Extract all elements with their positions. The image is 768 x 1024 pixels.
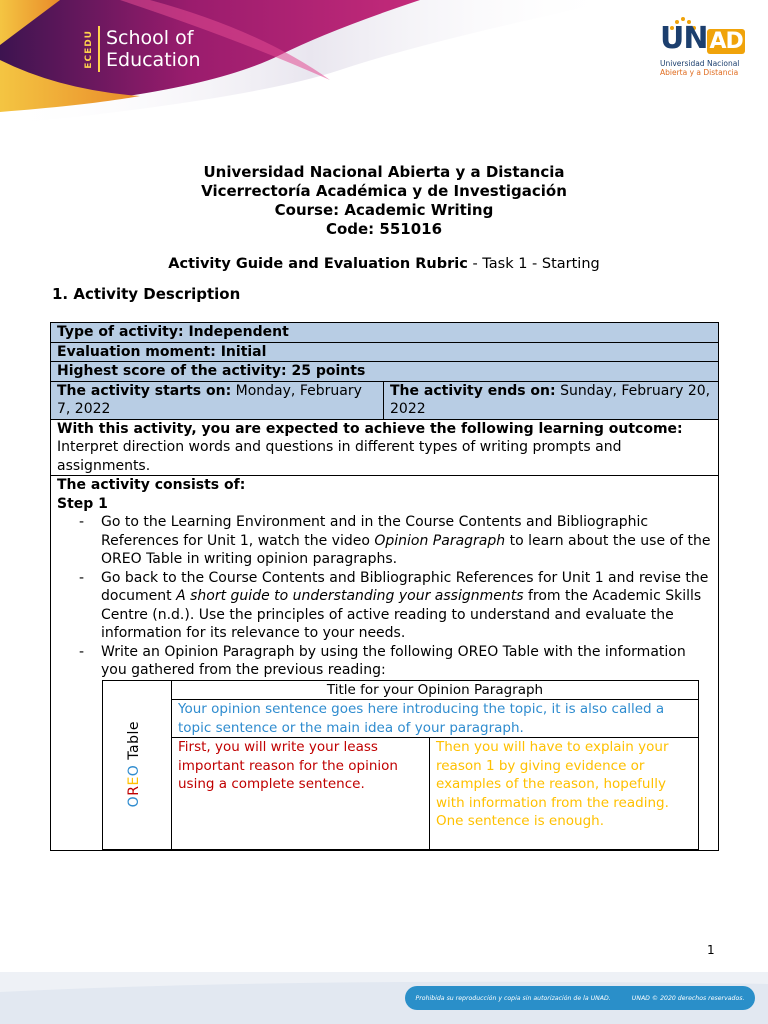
start-date-cell bbox=[51, 381, 384, 419]
brand-line-2: Education bbox=[106, 49, 201, 71]
list-item bbox=[101, 569, 712, 643]
highest-score: Highest score of the activity: 25 points bbox=[51, 362, 719, 382]
oreo-letter-o: O bbox=[126, 764, 142, 776]
table-row bbox=[51, 419, 719, 476]
guide-subtitle bbox=[0, 256, 768, 272]
logo-subtitle-1: Universidad Nacional bbox=[660, 59, 740, 68]
logo-subtitle-2: Abierta y a Distancia bbox=[660, 68, 739, 77]
oreo-side-label bbox=[103, 680, 172, 850]
title-vicerrectoria: Vicerrectoría Académica y de Investigación bbox=[201, 182, 567, 200]
step-label: Step 1 bbox=[57, 495, 108, 512]
bullet-text: Write an Opinion Paragraph by using the following OREO Table with the information you gathered from the previous reading: bbox=[101, 643, 686, 678]
section-heading: 1. Activity Description bbox=[52, 285, 241, 303]
footer-copyright-bar bbox=[405, 986, 755, 1010]
oreo-letter-e: E bbox=[126, 775, 142, 786]
bullet-text: Go to the Learning Environment and in the Course Contents and Bibliographic References for Unit 1, watch the video bbox=[101, 514, 649, 549]
start-value: Monday, February 7, 2022 bbox=[57, 382, 362, 417]
bullet-text: Go back to the Course Contents and Bibliographic References for Unit 1 and revise the document bbox=[101, 569, 709, 604]
logo-word-accent: AD bbox=[709, 29, 743, 54]
bullet-text: from the Academic Skills Centre (n.d.). Use the principles of active reading to understand and evaluate the information for its relevance to your needs. bbox=[101, 588, 702, 641]
outcome-text: Interpret direction words and questions in different types of writing prompts and assignments. bbox=[57, 439, 622, 474]
end-value: Sunday, February 20, 2022 bbox=[390, 382, 711, 417]
bullet-text: to learn about the use of the OREO Table in writing opinion paragraphs. bbox=[101, 532, 711, 567]
brand-tag: ECEDU bbox=[84, 29, 94, 69]
bullet-emphasis: Opinion Paragraph bbox=[374, 532, 506, 549]
subtitle-rest: - Task 1 - Starting bbox=[467, 256, 600, 272]
evaluation-moment: Evaluation moment: Initial bbox=[51, 342, 719, 362]
footer-notice-1: Prohibida su reproducción y copia sin autorización de la UNAD. bbox=[415, 994, 611, 1002]
oreo-side-word: Table bbox=[126, 720, 142, 765]
step-list bbox=[57, 513, 712, 680]
table-row bbox=[51, 362, 719, 382]
oreo-title-cell: Title for your Opinion Paragraph bbox=[172, 680, 699, 700]
list-item bbox=[101, 513, 712, 569]
subtitle-bold: Activity Guide and Evaluation Rubric bbox=[168, 256, 468, 272]
oreo-explain-cell: Then you will have to explain your reason 1 by giving evidence or examples of the reason, hopefully with information from the reading. One sentence is enough. bbox=[430, 738, 699, 850]
oreo-table-label bbox=[125, 721, 144, 807]
table-row bbox=[51, 342, 719, 362]
table-row bbox=[51, 323, 719, 343]
consists-label: The activity consists of: bbox=[57, 477, 246, 493]
title-university: Universidad Nacional Abierta y a Distancia bbox=[203, 163, 565, 181]
end-label: The activity ends on: bbox=[390, 382, 556, 399]
list-item bbox=[101, 643, 712, 680]
school-of-education-logo bbox=[84, 26, 201, 72]
bullet-emphasis: A short guide to understanding your assignments bbox=[176, 588, 524, 604]
activity-type: Type of activity: Independent bbox=[51, 323, 719, 343]
logo-word: UN bbox=[660, 21, 708, 56]
unad-logo bbox=[660, 22, 750, 77]
brand-divider bbox=[98, 26, 100, 72]
title-code: Code: 551016 bbox=[325, 220, 443, 238]
document-title bbox=[0, 163, 768, 239]
end-date-cell bbox=[384, 381, 719, 419]
oreo-reason-cell: First, you will write your leass important reason for the opinion using a complete sentence. bbox=[172, 738, 430, 850]
brand-line-1: School of bbox=[106, 27, 194, 49]
oreo-letter-r: R bbox=[126, 785, 142, 796]
learning-outcome-cell bbox=[51, 419, 719, 476]
activity-table bbox=[50, 322, 719, 851]
page-number: 1 bbox=[707, 943, 715, 957]
oreo-opinion-cell: Your opinion sentence goes here introducing the topic, it is also called a topic sentence or the main idea of your paragraph. bbox=[172, 700, 699, 738]
start-label: The activity starts on: bbox=[57, 382, 232, 399]
table-row bbox=[51, 476, 719, 851]
footer-notice-2: UNAD © 2020 derechos reservados. bbox=[631, 994, 745, 1002]
oreo-table bbox=[102, 680, 699, 851]
oreo-letter-o: O bbox=[126, 795, 142, 807]
table-row bbox=[51, 381, 719, 419]
outcome-label: With this activity, you are expected to achieve the following learning outcome: bbox=[57, 420, 683, 437]
title-course: Course: Academic Writing bbox=[274, 201, 494, 219]
activity-steps-cell bbox=[51, 476, 719, 851]
